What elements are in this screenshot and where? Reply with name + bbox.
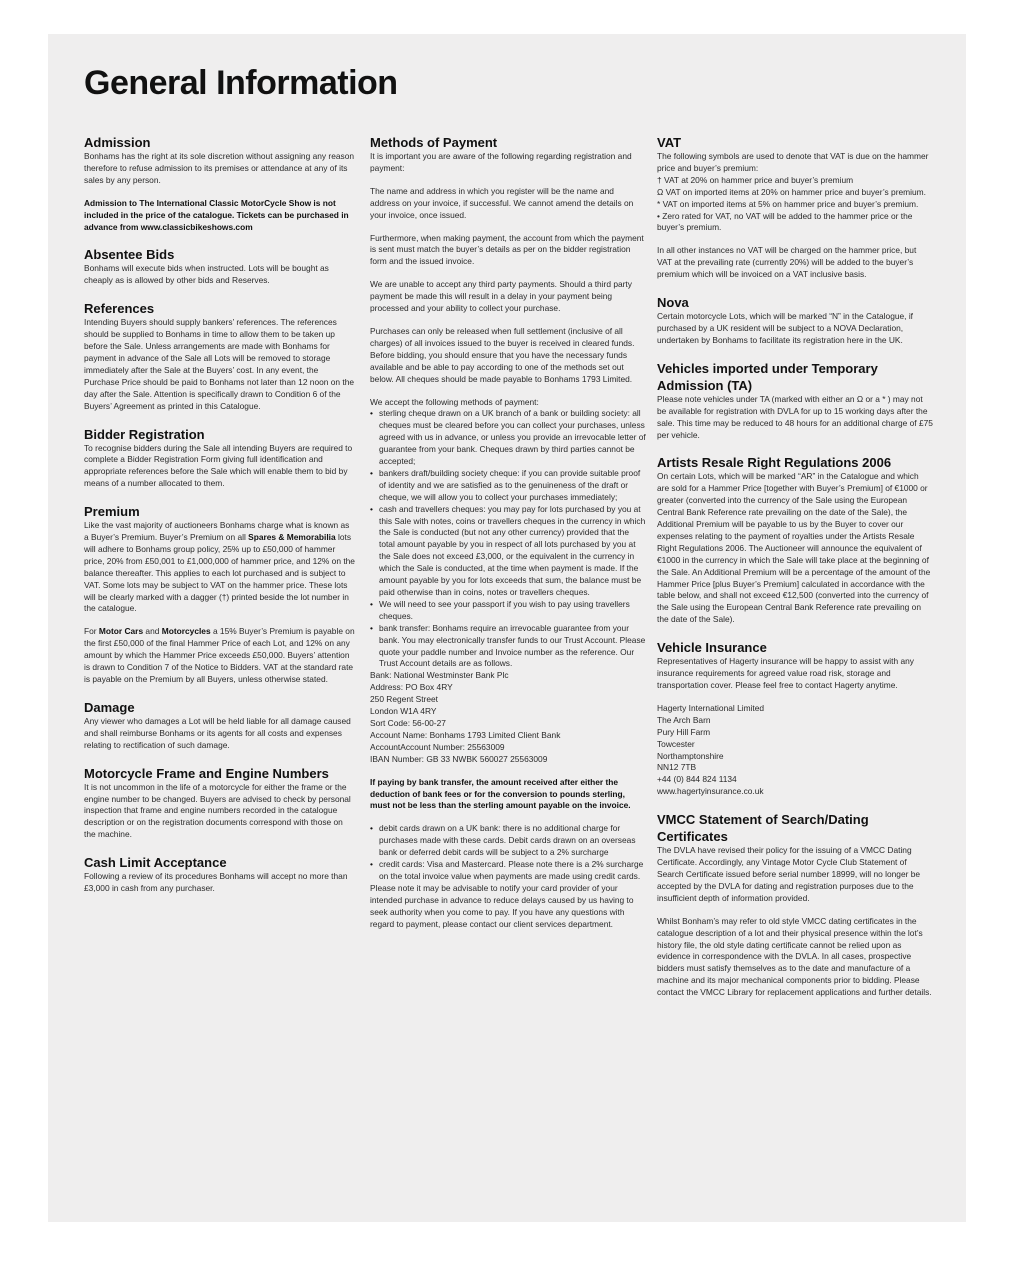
heading-vat: VAT [657, 135, 682, 150]
payment-paragraph-1: It is important you are aware of the following regarding registration and payment: [370, 151, 632, 173]
list-item: • sterling cheque drawn on a UK branch of a bank or building society: all cheques must be cleared before you can collect your purchases, unless agreed with us in advance, or unless you provide an irrevocable letter of guarantee from your bank. Cheques drawn by third parties cannot be accepted; [370, 408, 646, 468]
heading-admission: Admission [84, 135, 151, 150]
heading-nova: Nova [657, 295, 689, 311]
bank-line: Account Name: Bonhams 1793 Limited Client Bank [370, 729, 561, 740]
vmcc-paragraph-1: The DVLA have revised their policy for the issuing of a VMCC Dating Certificate. Accordingly, any Vintage Motor Cycle Club Statement of Search Certificate issued before serial number 18999, will no longer be accepted by the DVLA for dating and registration purposes due to the insufficient depth of information provided. [657, 845, 921, 903]
address-line: NN12 7TB [657, 762, 697, 773]
section-nova [657, 294, 933, 347]
damage-text: Any viewer who damages a Lot will be held liable for all damage caused and shall reimburse Bonhams or its agents for all costs and expenses relating to rectification of such damage. [84, 715, 351, 750]
section-admission [84, 134, 356, 233]
heading-cash-limit: Cash Limit Acceptance [84, 855, 227, 871]
vat-line: Ω VAT on imported items at 20% on hammer price and buyer’s premium. [657, 186, 926, 197]
heading-vehicle-insurance: Vehicle Insurance [657, 640, 767, 656]
heading-references: References [84, 301, 155, 317]
premium-paragraph-2 [84, 626, 356, 686]
references-text: Intending Buyers should supply bankers’ references. The references should be supplied to Bonhams in time to allow them to be taken up before the Sale. Unless arrangements are made with Bonhams for payment in advance of the Sale all Lots will be removed to storage immediately after the Sale at the Buyers’ cost. In any event, the Purchase Price should be paid to Bonhams not later than 12 noon on the day after the Sale. Attention is specifically drawn to Condition 6 of the Buyers’ Agreement as printed in this Catalogue. [84, 317, 355, 411]
section-absentee-bids [84, 246, 356, 287]
list-item: • bankers draft/building society cheque: if you can provide suitable proof of identity and we are satisfied as to the genuineness of the draft or cheque, we will allow you to collect your purchases immediately; [370, 468, 646, 504]
address-website-link[interactable]: www.hagertyinsurance.co.uk [657, 786, 764, 797]
section-artists-resale-right [657, 454, 933, 626]
bank-details [370, 670, 646, 765]
bank-transfer-note: If paying by bank transfer, the amount received after either the deduction of bank fees or for the conversion to pounds sterling, must not be less than the sterling amount payable on the invoice. [370, 776, 631, 811]
vmcc-paragraph-2: Whilst Bonham’s may refer to old style VMCC dating certificates in the catalogue description of a lot and their physical presence within the lot’s history file, the old style dating certificate cannot be relied upon as evidence in correspondence with the DVLA. In all cases, prospective bidders must satisfy themselves as to the date and manufacture of a machine and its major mechanical components prior to bidding. Please contact the VMCC Library for replacement applications and further details. [657, 915, 932, 998]
payment-paragraph-6: We accept the following methods of payment: [370, 396, 539, 407]
arr-text: On certain Lots, which will be marked “AR” in the Catalogue and which are sold for a Hammer Price [together with Buyer’s Premium] of €1000 or greater (converted into the currency of the Sale using the European Central Bank Reference rate prevailing on the date of the Sale), the Additional Premium will be payable to us by the Buyer to cover our expenses relating to the payment of royalties under the Artists Resale Right Regulations 2006. The Auctioneer will announce the equivalent of €1000 in the currency in which the Sale will take place at the beginning of the Sale. An Additional Premium will be a percentage of the amount of the Hammer Price [plus Buyer’s Premium] calculated in accordance with the table below, and shall not exceed €12,500 (converted into the currency of the Sale using the European Central Bank Reference rate prevailing on the date of the Sale). [657, 471, 931, 625]
section-temporary-admission [657, 360, 933, 442]
address-line: Towcester [657, 738, 695, 749]
heading-bidder-registration: Bidder Registration [84, 426, 205, 442]
address-line: +44 (0) 844 824 1134 [657, 774, 737, 785]
bank-line: Bank: National Westminster Bank Plc [370, 670, 509, 681]
column-right [657, 134, 933, 1012]
bank-line: IBAN Number: GB 33 NWBK 560027 25563009 [370, 753, 548, 764]
insurance-text: Representatives of Hagerty insurance will be happy to assist with any insurance requirements for agreed value road risk, storage and transportation cover. Please feel free to contact Hagerty anytime. [657, 656, 914, 690]
premium-p2-a: For [84, 626, 99, 637]
list-item: • credit cards: Visa and Mastercard. Please note there is a 2% surcharge on the total invoice value when payments are made using credit cards. [370, 859, 646, 883]
section-bidder-registration [84, 426, 356, 491]
heading-damage: Damage [84, 699, 135, 715]
section-vehicle-insurance [657, 639, 933, 798]
frame-text: It is not uncommon in the life of a motorcycle for either the frame or the engine number to be changed. Buyers are advised to check by personal inspection that frame and engine numbers recorded in the catalogue description or on the registration documents correspond with those on the machine. [84, 781, 351, 840]
bank-line: AccountAccount Number: 25563009 [370, 741, 505, 752]
address-line: Northamptonshire [657, 750, 724, 761]
bank-line: Address: PO Box 4RY [370, 682, 453, 693]
heading-artists-resale-right: Artists Resale Right Regulations 2006 [657, 455, 892, 471]
list-item: • debit cards drawn on a UK bank: there is no additional charge for purchases made with these cards. Debit cards drawn on an overseas bank or deferred debit cards will be subject to a 2% surcharge [370, 823, 646, 859]
section-references [84, 300, 356, 412]
payment-paragraph-7: Please note it may be advisable to notify your card provider of your intended purchase in advance to reduce delays caused by us having to seek authority when you come to pay. If you have any questions with regard to payment, please contact our client services department. [370, 882, 634, 929]
ta-text: Please note vehicles under TA (marked with either an Ω or a * ) may not be available for registration with DVLA for up to 15 working days after the sale. This time may be reduced to 48 hours for an additional charge of £75 per vehicle. [657, 393, 933, 440]
address-line: The Arch Barn [657, 714, 711, 725]
vat-symbol-block [657, 151, 933, 234]
premium-motorcycles-label: Motorcycles [161, 626, 211, 637]
section-vmcc [657, 811, 933, 999]
payment-paragraph-2: The name and address in which you register will be the name and address on your invoice, if successful. We cannot amend the details on your invoice, once issued. [370, 185, 634, 220]
heading-methods-of-payment: Methods of Payment [370, 135, 498, 150]
address-line: Hagerty International Limited [657, 702, 765, 713]
section-vat [657, 134, 933, 281]
column-left [84, 134, 356, 908]
premium-p1-c: lots will adhere to Bonhams group policy, 25% up to £50,000 of hammer price, 20% from £50,001 to £1,000,000 of hammer price, and 12% on the balance thereafter. This applies to each lot purchased and is subject to VAT. Some lots may be subject to VAT on the hammer price. These lots will be clearly marked with a dagger (†) printed beside the lot number in the catalogue. [84, 532, 355, 614]
cash-text: Following a review of its procedures Bonhams will accept no more than £3,000 in cash from any purchaser. [84, 871, 348, 894]
vat-line: The following symbols are used to denote that VAT is due on the hammer price and buyer’s premium: [657, 151, 929, 173]
admission-note: Admission to The International Classic MotorCycle Show is not included in the price of the catalogue. Tickets can be purchased in advance from www.classicbikeshows.com [84, 197, 349, 232]
payment-paragraph-4: We are unable to accept any third party payments. Should a third party payment be made this will result in a delay in your payment being processed and your ability to collect your purchase. [370, 279, 632, 314]
vat-line: † VAT at 20% on hammer price and buyer’s premium [657, 174, 854, 185]
heading-absentee-bids: Absentee Bids [84, 247, 175, 263]
nova-text: Certain motorcycle Lots, which will be marked “N” in the Catalogue, if purchased by a UK resident will be subject to a NOVA Declaration, undertaken by Bonhams to facilitate its registration here in the UK. [657, 311, 914, 345]
list-item: • We will need to see your passport if you wish to pay using travellers cheques. [370, 599, 646, 623]
card-methods-list [370, 823, 646, 883]
admission-text: Bonhams has the right at its sole discretion without assigning any reason therefore to refuse admission to its premises or attendance at any of its sales by any person. [84, 151, 355, 185]
payment-paragraph-3: Furthermore, when making payment, the account from which the payment is sent must match the buyer’s details as per on the bidder registration form and the issued invoice. [370, 232, 644, 267]
section-cash-limit [84, 854, 356, 895]
list-item: • cash and travellers cheques: you may pay for lots purchased by you at this Sale with notes, coins or travellers cheques in the currency in which the Sale is conducted (but not any other currency) provided that the total amount payable by you in respect of all lots purchased by you at the Sale does not exceed £3,000, or the equivalent in the currency in which the Sale is conducted, at the time when payment is made. If the amount payable by you for lots exceeds that sum, the balance must be paid otherwise than in coins, notes or travellers cheques. [370, 504, 646, 599]
heading-temporary-admission: Vehicles imported under Temporary Admission (TA) [657, 360, 878, 393]
premium-p2-c: and [143, 626, 162, 637]
premium-spares-label: Spares & Memorabilia [248, 532, 336, 543]
vat-line: * VAT on imported items at 5% on hammer price and buyer’s premium. [657, 198, 919, 209]
premium-motor-cars-label: Motor Cars [98, 626, 144, 637]
section-damage [84, 699, 356, 752]
payment-methods-list [370, 408, 646, 670]
bank-line: 250 Regent Street [370, 694, 438, 705]
page-title: General Information [84, 64, 398, 102]
heading-premium: Premium [84, 504, 140, 520]
heading-frame-engine-numbers: Motorcycle Frame and Engine Numbers [84, 765, 329, 781]
vat-paragraph-2: In all other instances no VAT will be charged on the hammer price, but VAT at the prevailing rate (currently 20%) will be added to the buyer’s premium which will be invoiced on a VAT inclusive basis. [657, 245, 917, 280]
bank-line: London W1A 4RY [370, 706, 437, 717]
premium-p2-e: a 15% Buyer’s Premium is payable on the first £50,000 of the final Hammer Price of each Lot, and 12% on any amount by which the Hammer Price exceeds £50,000. Buyers’ attention is drawn to Condition 7 of the Notice to Bidders. VAT at the standard rate is payable on the Premium by all Buyers, unless otherwise stated. [84, 626, 355, 684]
section-premium [84, 503, 356, 686]
hagerty-address [657, 703, 933, 798]
absentee-text: Bonhams will execute bids when instructed. Lots will be bought as cheaply as is allowed by other bids and Reserves. [84, 263, 329, 286]
heading-vmcc: VMCC Statement of Search/Dating Certificates [657, 812, 869, 845]
address-line: Pury Hill Farm [657, 726, 711, 737]
premium-paragraph-1 [84, 520, 356, 615]
list-item: • bank transfer: Bonhams require an irrevocable guarantee from your bank. You may electronically transfer funds to our Trust Account. Please quote your paddle number and Invoice number as the reference. Our Trust Account details are as follows. [370, 623, 646, 671]
column-middle [370, 134, 646, 930]
vat-line: • Zero rated for VAT, no VAT will be added to the hammer price or the buyer’s premium. [657, 210, 913, 233]
payment-paragraph-5: Purchases can only be released when full settlement (inclusive of all charges) of all invoices issued to the buyer is received in cleared funds. Before bidding, you should ensure that you have the necessary funds available and be able to pay according to one of the methods set out below. All cheques should be made payable to Bonhams 1793 Limited. [370, 325, 635, 384]
premium-p1-a: Like the vast majority of auctioneers Bonhams charge what is known as a Buyer’s Premium. Buyer’s Premium on all [84, 520, 350, 543]
section-frame-engine-numbers [84, 765, 356, 842]
bank-line: Sort Code: 56-00-27 [370, 717, 446, 728]
bidder-text: To recognise bidders during the Sale all intending Buyers are required to complete a Bidder Registration Form giving full identification and appropriate references before the Sale which will enable them to bid by means of a number allocated to them. [84, 442, 353, 489]
vat-symbols [657, 151, 933, 234]
